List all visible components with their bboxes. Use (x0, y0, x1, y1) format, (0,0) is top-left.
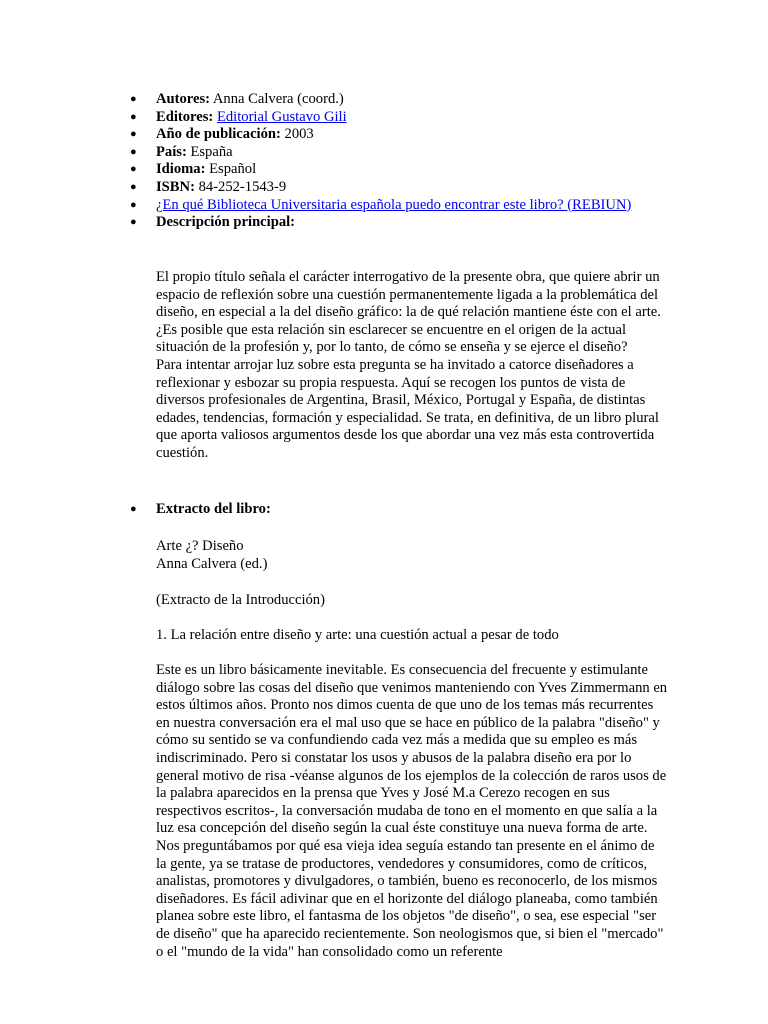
description-text (156, 269, 668, 463)
bullet-icon: ● (130, 503, 137, 515)
bullet-icon: ● (130, 198, 137, 211)
list-item-description (115, 214, 675, 232)
editors-label: Editores: (156, 108, 214, 125)
list-item-authors (115, 91, 675, 109)
year-value: 2003 (280, 126, 314, 143)
extract-body-text: Este es un libro básicamente inevitable. Es consecuencia del frecuente y estimulante diálogo sobre las cosas del diseño que venimos manteniendo con Yves Zimmermann en estos últimos años. Pronto nos dimos cuenta de que uno de los temas más recurrentes en nuestra conversación era el mal uso que se hace en público de la palabra "diseño" y cómo su sentido se va confundiendo cada vez más a medida que su empleo es más indiscriminado. Pero si constatar los usos y abusos de la palabra diseño era por lo general motivo de risa -véanse algunos de los ejemplos de la colección de raros usos de la palabra aparecidos en la prensa que Yves y José M.a Cerezo recogen en sus respectivos escritos-, la conversación mudaba de tono en el momento en que salía a la luz esa concepción del diseño según la cual éste constituye una nueva forma de arte. Nos preguntábamos por qué esa vieja idea seguía estando tan presente en el ánimo de la gente, ya se tratase de productores, vendedores y consumidores, como de críticos, analistas, promotores y divulgadores, o también, bueno es reconocerlo, de los mismos diseñadores. Es fácil adivinar que en el horizonte del diálogo planeaba, como también planea sobre este libro, el fantasma de los objetos "de diseño", o sea, ese especial "ser de diseño" que ha aparecido recientemente. Son neologismos que, si bien el "mercado" o el "mundo de la vida" han consolidado como un referente (156, 662, 668, 960)
list-item-year (115, 126, 675, 144)
extract-book-info (156, 538, 668, 573)
language-value: Español (205, 161, 257, 178)
bullet-icon: ● (130, 163, 137, 176)
description-paragraph-2: Para intentar arrojar luz sobre esta pregunta se ha invitado a catorce diseñadores a reflexionar y esbozar su propia respuesta. Aquí se recogen los puntos de vista de diversos profesionales de Argentina, Brasil, México, Portugal y España, de distintas edades, tendencias, formación y especialidad. Se trata, en definitiva, de un libro plural que aporta valiosos argumentos desde los que abordar una vez más esta controvertida cuestión. (156, 356, 659, 461)
description-paragraph-1: El propio título señala el carácter interrogativo de la presente obra, que quiere abrir un espacio de reflexión sobre una cuestión permanentemente ligada a la problemática del diseño, en especial a la del diseño gráfico: la de qué relación mantiene éste con el arte. ¿Es posible que esta relación sin esclarecer se encuentre en el origen de la actual situación de la profesión y, por lo tanto, de cómo se enseña y se ejerce el diseño? (156, 269, 661, 356)
extract-source: (Extracto de la Introducción) (156, 592, 325, 608)
list-item-language (115, 161, 675, 179)
year-label: Año de publicación: (156, 126, 281, 143)
authors-label: Autores: (156, 91, 211, 107)
book-metadata-list (115, 91, 675, 232)
extract-label: Extracto del libro: (156, 501, 271, 517)
description-label: Descripción principal: (156, 214, 296, 231)
extract-section-heading: 1. La relación entre diseño y arte: una cuestión actual a pesar de todo (156, 627, 559, 643)
library-search-link[interactable]: ¿En qué Biblioteca Universitaria española puedo encontrar este libro? (REBIUN) (156, 196, 632, 213)
bullet-icon: ● (130, 93, 137, 105)
bullet-icon: ● (130, 180, 137, 193)
bullet-icon: ● (130, 128, 137, 141)
list-item-country (115, 144, 675, 162)
extract-book-editor: Anna Calvera (ed.) (156, 555, 268, 572)
bullet-icon: ● (130, 145, 137, 158)
country-label: País: (156, 143, 187, 160)
list-item-editors (115, 109, 675, 127)
editors-link[interactable]: Editorial Gustavo Gili (216, 108, 347, 125)
language-label: Idioma: (156, 161, 206, 178)
list-item-library (115, 197, 675, 215)
list-item-isbn (115, 179, 675, 197)
authors-value: Anna Calvera (coord.) (210, 91, 344, 107)
bullet-icon: ● (130, 110, 137, 123)
isbn-label: ISBN: (156, 178, 195, 195)
country-value: España (186, 143, 233, 160)
bullet-icon: ● (130, 216, 137, 229)
extract-book-title: Arte ¿? Diseño (156, 538, 244, 554)
list-item-extract (115, 501, 676, 519)
isbn-value: 84-252-1543-9 (194, 178, 287, 195)
